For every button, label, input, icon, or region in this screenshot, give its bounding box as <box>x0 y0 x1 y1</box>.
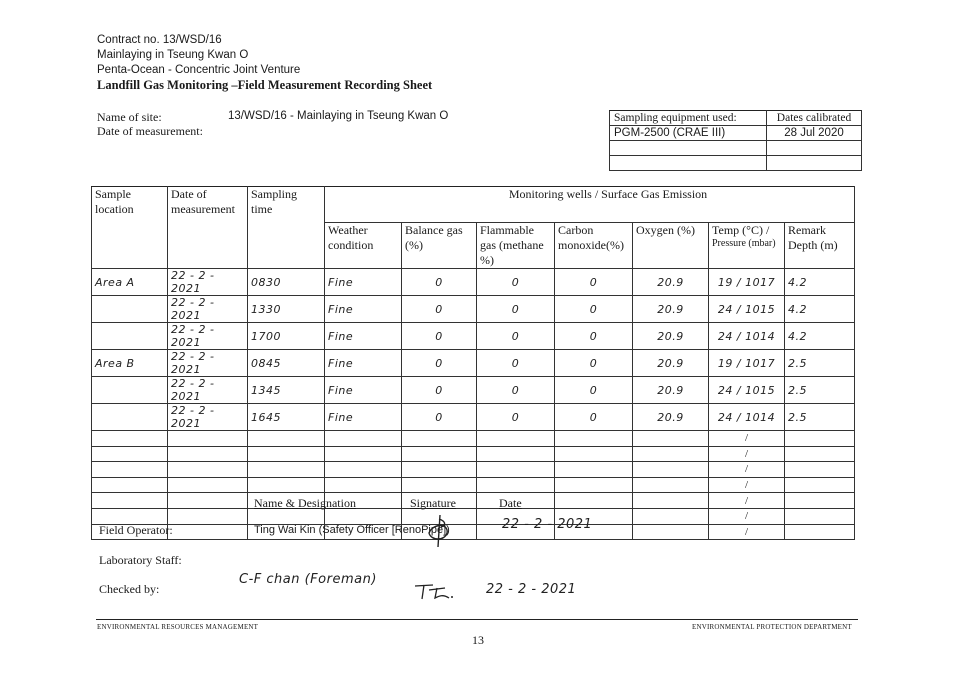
cell-flammable <box>477 446 555 462</box>
cell-temp-pressure: 19 / 1017 <box>709 350 785 377</box>
cell-temp-pressure: 24 / 1014 <box>709 323 785 350</box>
cell-carbon <box>555 446 633 462</box>
table-row <box>92 524 855 540</box>
checked-by-label: Checked by: <box>99 582 160 596</box>
measurement-table <box>91 186 855 540</box>
cell-time <box>248 462 325 478</box>
cell-oxygen: 20.9 <box>633 323 709 350</box>
cell-location <box>92 296 168 323</box>
cell-carbon <box>555 493 633 509</box>
cell-temp-pressure: 24 / 1014 <box>709 404 785 431</box>
cell-remark: 2.5 <box>785 377 855 404</box>
cell-oxygen <box>633 493 709 509</box>
cell-location: Area A <box>92 269 168 296</box>
cell-oxygen <box>633 431 709 447</box>
cell-temp-pressure: / <box>709 524 785 540</box>
cell-date <box>168 446 248 462</box>
table-row <box>92 350 855 377</box>
cell-time <box>248 477 325 493</box>
table-row <box>92 296 855 323</box>
cell-temp-pressure: 19 / 1017 <box>709 269 785 296</box>
table-row <box>92 323 855 350</box>
cell-remark <box>785 446 855 462</box>
cell-date <box>168 508 248 524</box>
cell-date <box>168 493 248 509</box>
cell-date: 22 - 2 - 2021 <box>168 269 248 296</box>
cell-oxygen: 20.9 <box>633 404 709 431</box>
equipment-item: PGM-2500 (CRAE III) <box>610 126 767 141</box>
cell-remark <box>785 508 855 524</box>
cell-date: 22 - 2 - 2021 <box>168 296 248 323</box>
cell-time <box>248 446 325 462</box>
cell-remark: 2.5 <box>785 404 855 431</box>
contract-number: Contract no. 13/WSD/16 <box>97 34 222 46</box>
project-name: Mainlaying in Tseung Kwan O <box>97 49 249 61</box>
cell-oxygen <box>633 508 709 524</box>
cell-location <box>92 446 168 462</box>
cell-time: 1345 <box>248 377 325 404</box>
col-sampling-time: Sampling time <box>248 187 325 269</box>
signoff-name-header: Name & Designation <box>254 496 356 510</box>
field-operator-signature <box>425 513 453 549</box>
col-flammable-gas: Flammable gas (methane %) <box>477 223 555 269</box>
table-row <box>92 493 855 509</box>
cell-weather: Fine <box>325 404 402 431</box>
cell-location: Area B <box>92 350 168 377</box>
col-balance-gas: Balance gas (%) <box>402 223 477 269</box>
table-row <box>92 508 855 524</box>
cell-flammable <box>477 431 555 447</box>
cell-balance: 0 <box>402 404 477 431</box>
cell-temp-pressure: / <box>709 477 785 493</box>
calibration-header: Dates calibrated <box>767 111 862 126</box>
site-name-value: 13/WSD/16 - Mainlaying in Tseung Kwan O <box>228 110 449 122</box>
cell-remark: 4.2 <box>785 323 855 350</box>
col-oxygen: Oxygen (%) <box>633 223 709 269</box>
footer-left-text: ENVIRONMENTAL RESOURCES MANAGEMENT <box>97 623 259 631</box>
cell-time <box>248 431 325 447</box>
cell-date <box>168 524 248 540</box>
col-weather: Weather condition <box>325 223 402 269</box>
cell-flammable: 0 <box>477 350 555 377</box>
table-row <box>92 462 855 478</box>
cell-oxygen <box>633 524 709 540</box>
cell-date: 22 - 2 - 2021 <box>168 350 248 377</box>
measurement-date-label: Date of measurement: <box>97 124 203 138</box>
cell-weather <box>325 462 402 478</box>
cell-location <box>92 377 168 404</box>
equipment-empty-cell <box>767 156 862 171</box>
cell-location <box>92 508 168 524</box>
cell-time: 1330 <box>248 296 325 323</box>
cell-remark: 4.2 <box>785 269 855 296</box>
col-sample-location: Sample location <box>92 187 168 269</box>
cell-location <box>92 462 168 478</box>
site-info <box>97 110 203 138</box>
cell-location <box>92 431 168 447</box>
cell-temp-pressure: 24 / 1015 <box>709 377 785 404</box>
cell-remark <box>785 477 855 493</box>
cell-oxygen <box>633 446 709 462</box>
equipment-table <box>609 110 862 171</box>
cell-oxygen: 20.9 <box>633 377 709 404</box>
contractor-name: Penta-Ocean - Concentric Joint Venture <box>97 64 301 76</box>
cell-temp-pressure: 24 / 1015 <box>709 296 785 323</box>
cell-carbon: 0 <box>555 269 633 296</box>
signoff-signature-header: Signature <box>410 496 456 510</box>
cell-carbon <box>555 462 633 478</box>
page-number: 13 <box>472 633 484 647</box>
cell-time: 1645 <box>248 404 325 431</box>
cell-balance <box>402 446 477 462</box>
footer-right-text: ENVIRONMENTAL PROTECTION DEPARTMENT <box>692 623 852 631</box>
col-date: Date of measurement <box>168 187 248 269</box>
checked-by-name: C-F chan (Foreman) <box>239 572 377 587</box>
equipment-empty-cell <box>767 141 862 156</box>
field-operator-label: Field Operator: <box>99 523 173 537</box>
cell-temp-pressure: / <box>709 431 785 447</box>
cell-balance: 0 <box>402 296 477 323</box>
equipment-empty-cell <box>610 141 767 156</box>
cell-flammable: 0 <box>477 269 555 296</box>
table-row <box>92 404 855 431</box>
col-remark-depth: Remark Depth (m) <box>785 223 855 269</box>
cell-balance: 0 <box>402 323 477 350</box>
cell-flammable: 0 <box>477 296 555 323</box>
cell-date: 22 - 2 - 2021 <box>168 377 248 404</box>
cell-remark: 2.5 <box>785 350 855 377</box>
table-row <box>92 431 855 447</box>
cell-remark: 4.2 <box>785 296 855 323</box>
field-operator-name: Ting Wai Kin (Safety Officer [RenoPipe]) <box>254 524 450 536</box>
cell-weather <box>325 477 402 493</box>
table-row <box>92 477 855 493</box>
cell-remark <box>785 431 855 447</box>
cell-date <box>168 462 248 478</box>
col-pressure-label: Pressure (mbar) <box>712 238 776 249</box>
table-row <box>92 446 855 462</box>
field-operator-date: 22 - 2 - 2021 <box>502 517 593 532</box>
cell-time: 0845 <box>248 350 325 377</box>
cell-weather: Fine <box>325 350 402 377</box>
cell-flammable <box>477 462 555 478</box>
cell-balance: 0 <box>402 377 477 404</box>
cell-flammable: 0 <box>477 377 555 404</box>
sheet-title: Landfill Gas Monitoring –Field Measurement Recording Sheet <box>97 78 433 92</box>
cell-weather <box>325 431 402 447</box>
col-temp-pressure <box>709 223 785 269</box>
cell-carbon: 0 <box>555 377 633 404</box>
footer-divider <box>96 619 858 620</box>
table-row <box>92 377 855 404</box>
cell-temp-pressure: / <box>709 446 785 462</box>
cell-remark <box>785 462 855 478</box>
cell-oxygen: 20.9 <box>633 269 709 296</box>
cell-balance: 0 <box>402 350 477 377</box>
cell-oxygen <box>633 477 709 493</box>
cell-carbon: 0 <box>555 350 633 377</box>
cell-weather: Fine <box>325 269 402 296</box>
cell-time: 1700 <box>248 323 325 350</box>
equipment-empty-cell <box>610 156 767 171</box>
table-row <box>92 269 855 296</box>
cell-carbon <box>555 477 633 493</box>
cell-balance: 0 <box>402 269 477 296</box>
cell-location <box>92 477 168 493</box>
site-name-label: Name of site: <box>97 110 162 124</box>
signoff-date-header: Date <box>499 496 522 510</box>
cell-oxygen <box>633 462 709 478</box>
col-temp-label: Temp (°C) / <box>712 223 770 237</box>
cell-carbon: 0 <box>555 323 633 350</box>
cell-carbon: 0 <box>555 404 633 431</box>
cell-weather: Fine <box>325 323 402 350</box>
cell-balance <box>402 462 477 478</box>
cell-location <box>92 404 168 431</box>
laboratory-staff-label: Laboratory Staff: <box>99 553 182 567</box>
cell-carbon <box>555 431 633 447</box>
cell-date <box>168 431 248 447</box>
document-header <box>97 33 432 93</box>
cell-weather: Fine <box>325 296 402 323</box>
cell-carbon: 0 <box>555 296 633 323</box>
cell-balance <box>402 477 477 493</box>
cell-temp-pressure: / <box>709 508 785 524</box>
cell-date: 22 - 2 - 2021 <box>168 323 248 350</box>
col-carbon-monoxide: Carbon monoxide(%) <box>555 223 633 269</box>
cell-location <box>92 493 168 509</box>
cell-date: 22 - 2 - 2021 <box>168 404 248 431</box>
cell-location <box>92 323 168 350</box>
cell-time: 0830 <box>248 269 325 296</box>
cell-remark <box>785 493 855 509</box>
checked-by-signature <box>411 580 457 602</box>
cell-flammable <box>477 477 555 493</box>
cell-weather <box>325 446 402 462</box>
cell-date <box>168 477 248 493</box>
cell-temp-pressure: / <box>709 462 785 478</box>
checked-by-date: 22 - 2 - 2021 <box>486 582 577 597</box>
cell-balance <box>402 431 477 447</box>
cell-flammable: 0 <box>477 323 555 350</box>
col-group-monitoring: Monitoring wells / Surface Gas Emission <box>325 187 855 223</box>
cell-temp-pressure: / <box>709 493 785 509</box>
cell-remark <box>785 524 855 540</box>
cell-oxygen: 20.9 <box>633 350 709 377</box>
cell-flammable: 0 <box>477 404 555 431</box>
cell-weather: Fine <box>325 377 402 404</box>
calibration-date: 28 Jul 2020 <box>767 126 862 141</box>
cell-oxygen: 20.9 <box>633 296 709 323</box>
equipment-header: Sampling equipment used: <box>610 111 767 126</box>
